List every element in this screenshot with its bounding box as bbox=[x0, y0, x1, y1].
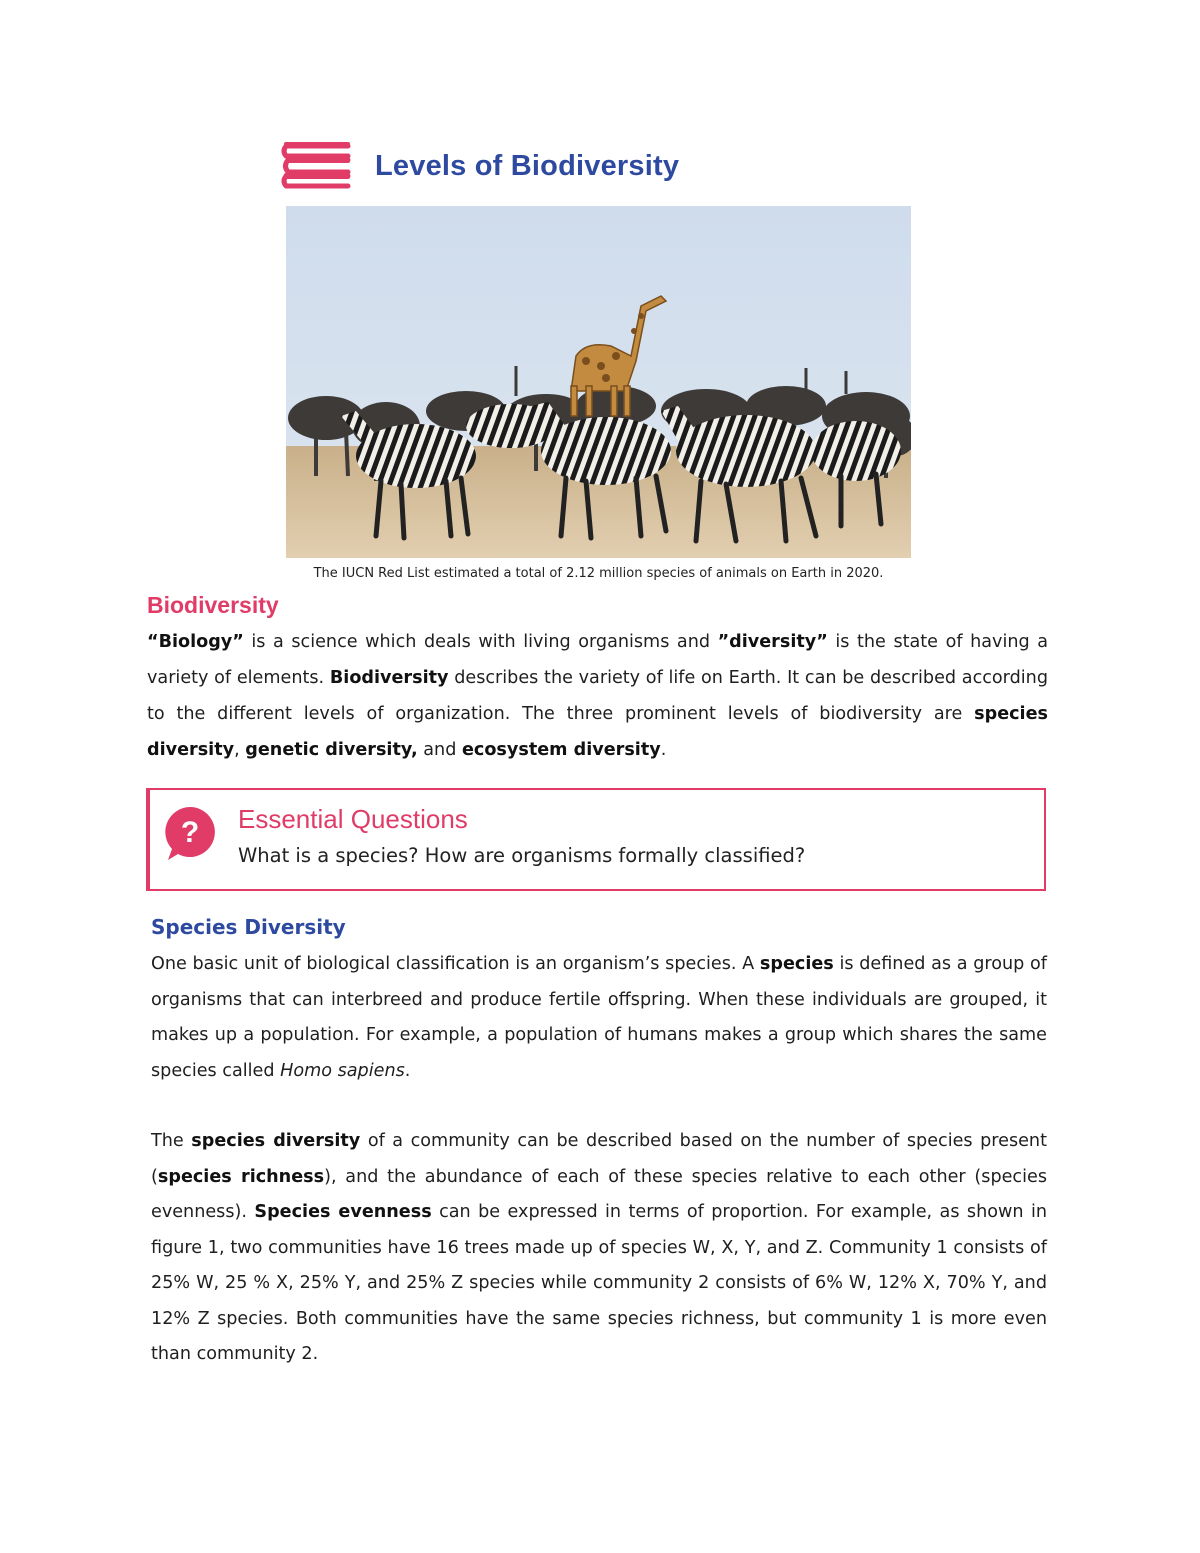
text-run: Homo sapiens bbox=[280, 1060, 405, 1081]
text-run: species richness bbox=[157, 1166, 325, 1187]
text-run: is a science which deals with living organisms and bbox=[243, 632, 718, 652]
figure-caption: The IUCN Red List estimated a total of 2.12 million species of animals on Earth in 2020. bbox=[313, 566, 884, 581]
text-run: . bbox=[404, 1060, 411, 1081]
text-run: can be expressed in terms of proportion. For example, as shown in figure 1, two communities have 16 trees made up of species W, X, Y, and Z. Community 1 consists of 25% W, 25 % X, 25% Y, and 25% Z species while community 2 consists of 6% W, 12% X, 70% Y, and 12% Z species. Both communities have the same species richness, but community 1 is more even than community 2. bbox=[151, 1202, 1047, 1364]
text-run: species bbox=[759, 954, 834, 974]
savanna-animals-photo bbox=[286, 206, 911, 558]
text-run: species diversity bbox=[191, 1131, 361, 1151]
text-run: ), and the abundance of each of these species relative to each other (species evenness). bbox=[151, 1166, 1047, 1222]
text-run: ecosystem diversity bbox=[461, 740, 661, 760]
section-heading-biodiversity: Biodiversity bbox=[147, 592, 279, 618]
text-run: . bbox=[660, 740, 667, 760]
section-header bbox=[280, 136, 354, 192]
text-run: and bbox=[417, 740, 462, 760]
text-run: of a community can be described based on the number of species present ( bbox=[151, 1131, 1047, 1187]
text-run: species diversity bbox=[147, 704, 1048, 760]
essential-questions-box bbox=[146, 788, 1046, 891]
text-run: ”diversity” bbox=[717, 632, 828, 652]
svg-text:?: ? bbox=[180, 816, 200, 849]
text-run: describes the variety of life on Earth. It can be described according to the different levels of organization. The three prominent levels of biodiversity are bbox=[147, 668, 1048, 724]
essential-questions-title: Essential Questions bbox=[238, 804, 468, 834]
text-run: , bbox=[234, 740, 246, 760]
species-paragraph-1 bbox=[151, 947, 1047, 1089]
essential-questions-text: What is a species? How are organisms formally classified? bbox=[238, 844, 806, 867]
books-icon bbox=[280, 138, 354, 190]
biodiversity-paragraph bbox=[147, 624, 1048, 768]
text-run: is the state of having a variety of elements. bbox=[147, 632, 1048, 688]
section-heading-species-diversity: Species Diversity bbox=[151, 915, 346, 939]
text-run: is defined as a group of organisms that can interbreed and produce fertile offspring. When these individuals are grouped, it makes up a population. For example, a population of humans makes a group which shares the same species called bbox=[151, 954, 1047, 1081]
text-run: One basic unit of biological classification is an organism’s species. A bbox=[151, 954, 760, 974]
text-run: “Biology” bbox=[147, 632, 244, 652]
text-run: genetic diversity, bbox=[245, 740, 418, 760]
species-paragraph-2 bbox=[151, 1124, 1047, 1373]
question-bubble-icon bbox=[162, 804, 218, 866]
text-run: The bbox=[151, 1131, 192, 1151]
text-run: Biodiversity bbox=[329, 668, 449, 688]
page-title: Levels of Biodiversity bbox=[375, 150, 680, 182]
text-run: Species evenness bbox=[254, 1202, 432, 1222]
